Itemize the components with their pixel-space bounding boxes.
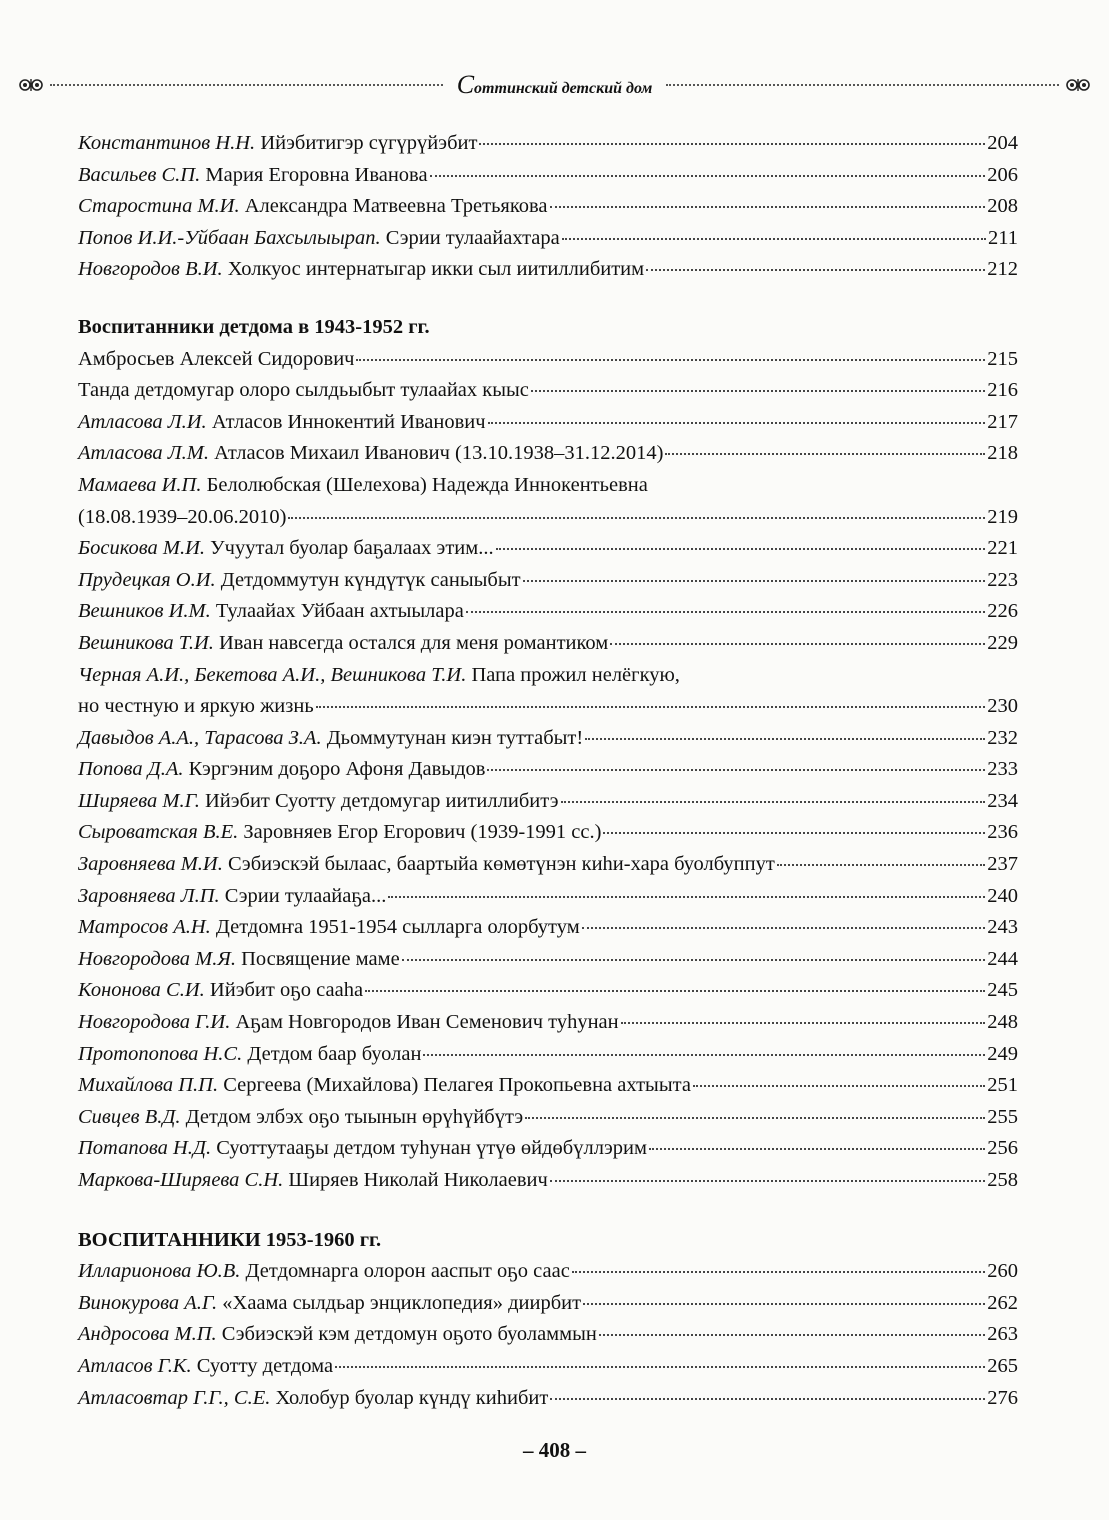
entry-author: Атласов Г.К. [78, 1354, 192, 1377]
entry-text [78, 344, 354, 376]
entry-text [78, 912, 580, 944]
entry-title: Заровняев Егор Егорович (1939-1991 сс.) [243, 821, 602, 844]
entry-author: Попов И.И.-Уйбаан Бахсылыырап. [78, 226, 381, 249]
entry-author: Прудецкая О.И. [78, 568, 216, 591]
entry-text [78, 1319, 597, 1351]
dot-leader [523, 580, 986, 582]
entry-text [78, 723, 583, 755]
entry-title: Мария Егоровна Иванова [205, 163, 428, 186]
entry-author: Ширяева М.Г. [78, 789, 200, 812]
toc-entry [78, 533, 1018, 565]
toc-entry [78, 1319, 1018, 1351]
page-number: 262 [987, 1291, 1018, 1314]
entry-text [78, 128, 477, 160]
dot-leader [621, 1022, 986, 1024]
toc-entry [78, 375, 1018, 407]
page-number: 260 [987, 1260, 1018, 1283]
toc-entry [78, 1165, 1018, 1197]
page-number: 226 [987, 600, 1018, 623]
entry-text [78, 1133, 647, 1165]
entry-text [78, 254, 644, 286]
entry-title: Дьоммутунан киэн туттабыт! [326, 726, 584, 749]
toc-entry [78, 628, 1018, 660]
page-number: 234 [987, 789, 1018, 812]
toc-entry [78, 1070, 1018, 1102]
entry-title: Детдоммутун күндүтүк саныыбыт [220, 568, 521, 591]
entry-title: Учуутал буолар баҕалаах этим... [210, 537, 494, 560]
entry-author: Матросов А.Н. [78, 916, 211, 939]
page-number: 232 [987, 726, 1018, 749]
entry-author: Потапова Н.Д. [78, 1137, 212, 1160]
dot-leader [582, 927, 986, 929]
entry-text [78, 1383, 548, 1415]
page-number: 215 [987, 347, 1018, 370]
running-header [18, 70, 1091, 100]
entry-text [78, 1288, 581, 1320]
entry-title: Кэргэним доҕоро Афоня Давыдов [188, 758, 486, 781]
dot-leader [561, 801, 986, 803]
section-heading-1953-1960: ВОСПИТАННИКИ 1953-1960 гг. [78, 1228, 382, 1251]
page-number: 236 [987, 821, 1018, 844]
header-rule-left [50, 84, 443, 86]
entry-title: Сэбиэскэй былаас, баартыйа көмөтүнэн киһи-хара буолбуппут [228, 853, 775, 876]
dot-leader [550, 1398, 985, 1400]
dot-leader [550, 1180, 985, 1182]
header-rule-right [666, 84, 1059, 86]
toc-entry-chernaya-line2: но честную и яркую жизнь 230 [78, 691, 1018, 723]
toc-entry [78, 1039, 1018, 1071]
dot-leader [583, 1303, 985, 1305]
page-number: 204 [987, 132, 1018, 154]
entry-title: Детдомҥа 1951-1954 сылларга олорбутум [215, 916, 580, 939]
entry-author: Васильев С.П. [78, 163, 201, 186]
entry-text [78, 817, 601, 849]
entry-author: Босикова М.И. [78, 537, 206, 560]
entry-title: Суотту детдома [196, 1354, 334, 1377]
toc-entry [78, 407, 1018, 439]
entry-author: Давыдов А.А., Тарасова З.А. [78, 726, 322, 749]
page-number: 223 [987, 568, 1018, 591]
dot-leader [466, 611, 985, 613]
entry-text [78, 1070, 691, 1102]
page-number: 244 [987, 947, 1018, 970]
toc-group-top [78, 128, 1018, 286]
toc-entry [78, 1256, 1018, 1288]
entry-author: Константинов Н.Н. [78, 132, 256, 154]
dot-leader [585, 738, 985, 740]
entry-author: Старостина М.И. [78, 195, 240, 218]
page-number: 216 [987, 379, 1018, 402]
entry-title: Сэрии тулаайаҕа... [224, 884, 387, 907]
dot-leader [777, 864, 985, 866]
dot-leader [525, 1117, 985, 1119]
entry-title: Ийэбит оҕо сааһа [209, 979, 364, 1002]
toc-entry [78, 849, 1018, 881]
entry-title: Иван навсегда остался для меня романтиком [219, 631, 609, 654]
entry-title: Суоттутааҕы детдом туһунан үтүө өйдөбүллэрим [216, 1137, 647, 1160]
entry-title: Холобур буолар күндү киһибит [275, 1386, 549, 1409]
entry-text [78, 1007, 619, 1039]
entry-author: Новгородова Г.И. [78, 1011, 231, 1034]
dot-leader [496, 548, 986, 550]
dot-leader [388, 896, 985, 898]
entry-text [78, 1351, 333, 1383]
entry-text [78, 1165, 548, 1197]
page-number: 248 [987, 1011, 1018, 1034]
entry-text [78, 375, 529, 407]
entry-text [78, 407, 486, 439]
page-number: 258 [987, 1169, 1018, 1191]
dot-leader [531, 390, 985, 392]
entry-author: Кононова С.И. [78, 979, 205, 1002]
entry-title: Сэбиэскэй кэм детдомун оҕото буоламмын [221, 1323, 597, 1346]
entry-author: Маркова-Ширяева С.Н. [78, 1169, 284, 1191]
page-number: 249 [987, 1042, 1018, 1065]
dot-leader [402, 959, 986, 961]
entry-author: Андросова М.П. [78, 1323, 217, 1346]
toc-entry [78, 754, 1018, 786]
entry-author: Заровняева Л.П. [78, 884, 220, 907]
entry-text [78, 1039, 421, 1071]
entry-text [78, 975, 363, 1007]
page-number: 265 [987, 1354, 1018, 1377]
toc-entry [78, 817, 1018, 849]
table-of-contents [78, 128, 1018, 1414]
toc-entry [78, 881, 1018, 913]
page-number: 251 [987, 1074, 1018, 1097]
page-number: 256 [987, 1137, 1018, 1160]
toc-entry [78, 596, 1018, 628]
entry-title: Детдом баар буолан [247, 1042, 422, 1065]
page-number: 276 [987, 1386, 1018, 1409]
entry-author: Сыроватская В.Е. [78, 821, 239, 844]
entry-text [78, 754, 485, 786]
page-number: 229 [987, 631, 1018, 654]
dot-leader [356, 359, 985, 361]
dot-leader [550, 206, 986, 208]
page-number: 243 [987, 916, 1018, 939]
entry-author: Атласова Л.М. [78, 442, 209, 465]
entry-author: Попова Д.А. [78, 758, 184, 781]
toc-entry [78, 1007, 1018, 1039]
page-number: 230 [987, 695, 1018, 718]
entry-title: Атласов Михаил Иванович (13.10.1938–31.12.2014) [214, 442, 664, 465]
entry-author: Сивцев В.Д. [78, 1105, 181, 1128]
dot-leader [693, 1085, 985, 1087]
toc-entry [78, 975, 1018, 1007]
entry-author: Заровняева М.И. [78, 853, 223, 876]
entry-text [78, 565, 521, 597]
page-number: 218 [987, 442, 1018, 465]
entry-text [78, 596, 464, 628]
dot-leader [430, 175, 986, 177]
page-number: 263 [987, 1323, 1018, 1346]
page-number: 237 [987, 853, 1018, 876]
toc-entry [78, 565, 1018, 597]
entry-text [78, 944, 400, 976]
entry-title: Танда детдомугар олоро сылдьыбыт тулаайах кыыс [78, 379, 529, 402]
ornament-right-icon [1063, 76, 1091, 94]
toc-entry [78, 944, 1018, 976]
dot-leader [335, 1366, 985, 1368]
entry-author: Новгородов В.И. [78, 258, 223, 281]
entry-text [78, 160, 428, 192]
entry-title: Аҕам Новгородов Иван Семенович туһунан [235, 1011, 619, 1034]
toc-group-s1b [78, 533, 1018, 659]
entry-text [78, 1256, 570, 1288]
entry-text [78, 1102, 523, 1134]
entry-author: Вешников И.М. [78, 600, 211, 623]
section-heading-1943-1952: Воспитанники детдома в 1943-1952 гг. [78, 315, 430, 338]
entry-text [78, 438, 663, 470]
page-number: 245 [987, 979, 1018, 1002]
dot-leader [562, 238, 986, 240]
page-number: 255 [987, 1105, 1018, 1128]
entry-author: Вешникова Т.И. [78, 631, 214, 654]
dot-leader [665, 453, 985, 455]
toc-entry-mamaeva-line2: (18.08.1939–20.06.2010) 219 [78, 502, 1018, 534]
toc-entry [78, 1102, 1018, 1134]
toc-entry [78, 912, 1018, 944]
page-number: 212 [987, 258, 1018, 281]
entry-title: Детдом элбэх оҕо тыынын өрүһүйбүтэ [185, 1105, 524, 1128]
entry-author: Михайлова П.П. [78, 1074, 219, 1097]
page-number: 211 [988, 226, 1018, 249]
entry-author: Илларионова Ю.В. [78, 1260, 241, 1283]
toc-entry [78, 254, 1018, 286]
dot-leader [599, 1334, 985, 1336]
entry-title: Сэрии тулаайахтара [385, 226, 560, 249]
toc-entry [78, 344, 1018, 376]
entry-author: Атласова Л.И. [78, 410, 207, 433]
entry-title: Амбросьев Алексей Сидорович [78, 347, 355, 370]
header-title: Соттинский детский дом [456, 70, 653, 99]
toc-entry [78, 786, 1018, 818]
entry-text [78, 881, 386, 913]
dot-leader [649, 1148, 985, 1150]
entry-title: Детдомнарга олорон ааспыт оҕо саас [245, 1260, 570, 1283]
entry-text [78, 533, 494, 565]
toc-entry-mamaeva-line1: Мамаева И.П. Белолюбская (Шелехова) Надежда Иннокентьевна [78, 473, 648, 496]
entry-title: Холкуос интернатыгар икки сыл иитиллибитим [227, 258, 645, 281]
dot-leader [603, 832, 985, 834]
dot-leader [488, 422, 986, 424]
toc-group-s1a [78, 344, 1018, 470]
entry-title: Посвящение маме [241, 947, 400, 970]
page-number-footer: – 408 – [523, 1438, 586, 1462]
entry-title: Атласов Иннокентий Иванович [211, 410, 486, 433]
toc-entry [78, 438, 1018, 470]
page-number: 208 [987, 195, 1018, 218]
dot-leader [487, 769, 985, 771]
entry-title: Сергеева (Михайлова) Пелагея Прокопьевна ахтыыта [223, 1074, 691, 1097]
dot-leader [365, 990, 985, 992]
toc-entry [78, 1133, 1018, 1165]
toc-group-s1c [78, 723, 1018, 1197]
toc-entry [78, 1383, 1018, 1415]
toc-entry [78, 1288, 1018, 1320]
entry-text [78, 849, 775, 881]
toc-entry-chernaya-line1: Черная А.И., Бекетова А.И., Вешникова Т.И. Папа прожил нелёгкую, [78, 663, 680, 686]
entry-title: Ийэбитигэр сүгүрүйэбит [260, 132, 478, 154]
toc-entry [78, 160, 1018, 192]
entry-author: Винокурова А.Г. [78, 1291, 218, 1314]
entry-title: Тулаайах Уйбаан ахтыылара [215, 600, 464, 623]
entry-text [78, 191, 548, 223]
entry-author: Протопопова Н.С. [78, 1042, 243, 1065]
toc-group-s2 [78, 1256, 1018, 1414]
entry-text [78, 628, 608, 660]
page-number: 240 [987, 884, 1018, 907]
page-number: 219 [987, 505, 1018, 528]
entry-author: Новгородова М.Я. [78, 947, 236, 970]
dot-leader [423, 1054, 985, 1056]
toc-entry [78, 223, 1018, 255]
entry-author: Атласовтар Г.Г., С.Е. [78, 1386, 271, 1409]
entry-title: Ийэбит Суотту детдомугар иитиллибитэ [204, 789, 559, 812]
page-number: 233 [987, 758, 1018, 781]
toc-entry [78, 128, 1018, 160]
dot-leader [610, 643, 985, 645]
toc-entry [78, 1351, 1018, 1383]
page-number: 217 [987, 410, 1018, 433]
page-number: 206 [987, 163, 1018, 186]
ornament-left-icon [18, 76, 46, 94]
toc-entry [78, 723, 1018, 755]
dot-leader [479, 143, 985, 145]
entry-text [78, 786, 559, 818]
entry-title: «Хаама сылдьар энциклопедия» диирбит [222, 1291, 582, 1314]
entry-text [78, 223, 560, 255]
toc-entry [78, 191, 1018, 223]
dot-leader [572, 1271, 985, 1273]
page-number: 221 [987, 537, 1018, 560]
entry-title: Александра Матвеевна Третьякова [244, 195, 548, 218]
entry-title: Ширяев Николай Николаевич [288, 1169, 548, 1191]
dot-leader [646, 269, 985, 271]
